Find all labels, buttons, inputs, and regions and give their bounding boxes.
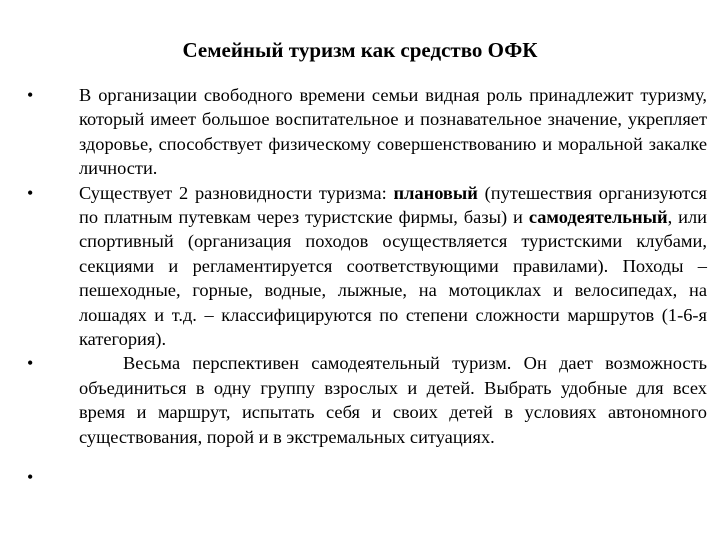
bullet-item-amateur-tourism: [27, 351, 707, 449]
bullet-list: [27, 83, 707, 489]
bullet-item-empty: [27, 465, 707, 489]
text-segment: (путешествия организуются по платным путевкам через туристские фирмы, базы) и: [79, 182, 707, 228]
bullet-dot: •: [27, 353, 34, 374]
bullet-dot: •: [27, 182, 34, 203]
bold-term-amateur: самодеятельный: [528, 207, 668, 228]
bullet-text: Весьма перспективен самодеятельный туризм. Он дает возможность объединиться в одну группу взрослых и детей. Выбрать удобные для всех время и маршрут, испытать себя и своих детей в условиях автономного существования, порой и в экстремальных ситуациях.: [79, 353, 707, 447]
bullet-item-organization: [27, 83, 707, 181]
slide-title: Семейный туризм как средство ОФК: [182, 38, 538, 62]
bullet-dot: •: [27, 467, 34, 488]
text-segment: , или спортивный (организация походов осуществляется туристскими клубами, секциями и регламентируется соответствующими правилами). Походы – пешеходные, горные, водные, лыжные, на мотоциклах и велосипедах, на лошадях и т.д. – классифицируются по степени сложности маршрутов (1-6-я категория).: [79, 207, 707, 350]
bullet-text: [79, 181, 707, 352]
bullet-text: В организации свободного времени семьи видная роль принадлежит туризму, который имеет большое воспитательное и познавательное значение, укрепляет здоровье, способствует физическому совершенствованию и моральной закалке личности.: [79, 85, 707, 179]
bullet-dot: •: [27, 85, 34, 105]
bullet-item-tourism-types: [27, 181, 707, 352]
bold-term-planned: плановый: [393, 182, 478, 203]
text-segment: Существует 2 разновидности туризма:: [79, 182, 394, 203]
